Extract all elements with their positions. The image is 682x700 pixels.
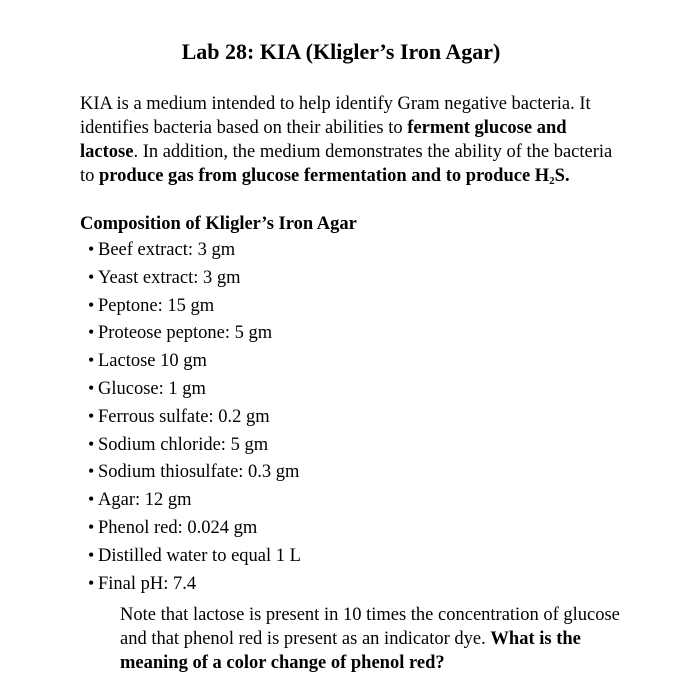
bullet-icon: • bbox=[88, 377, 95, 398]
ingredient-text: Agar: 12 gm bbox=[98, 490, 192, 511]
ingredient-text: Peptone: 15 gm bbox=[98, 295, 215, 316]
bullet-icon: • bbox=[88, 516, 95, 537]
intro-bold-ferment: ferment glucose and lactose bbox=[80, 118, 567, 162]
ingredient-text: Yeast extract: 3 gm bbox=[98, 267, 241, 288]
list-item bbox=[88, 458, 301, 486]
intro-bold-gas bbox=[99, 166, 570, 186]
list-item bbox=[88, 403, 301, 431]
intro-bold-gas-end: S. bbox=[554, 166, 570, 186]
list-item bbox=[88, 264, 301, 292]
bullet-icon: • bbox=[88, 433, 95, 454]
list-item bbox=[88, 431, 301, 459]
list-item bbox=[88, 236, 301, 264]
ingredient-text: Sodium chloride: 5 gm bbox=[98, 434, 269, 455]
list-item bbox=[88, 375, 301, 403]
bullet-icon: • bbox=[88, 322, 95, 343]
list-item bbox=[88, 486, 301, 514]
ingredient-text: Distilled water to equal 1 L bbox=[98, 545, 301, 566]
bullet-icon: • bbox=[88, 294, 95, 315]
ingredient-text: Ferrous sulfate: 0.2 gm bbox=[98, 406, 270, 427]
intro-paragraph bbox=[80, 92, 620, 188]
intro-bold-gas-text: produce gas from glucose fermentation and to produce H bbox=[99, 166, 550, 186]
bullet-icon: • bbox=[88, 405, 95, 426]
bullet-icon: • bbox=[88, 350, 95, 371]
ingredient-text: Glucose: 1 gm bbox=[98, 378, 206, 399]
ingredient-list bbox=[88, 236, 301, 597]
list-item bbox=[88, 319, 301, 347]
intro-text-1: KIA is a medium intended to help identify Gram negative bacteria. It identifies bacteria based on their abilities to bbox=[80, 94, 591, 138]
list-item bbox=[88, 347, 301, 375]
ingredient-text: Beef extract: 3 gm bbox=[98, 240, 236, 260]
bullet-icon: • bbox=[88, 544, 95, 565]
bullet-icon: • bbox=[88, 572, 95, 593]
note-question: What is the meaning of a color change of phenol red? bbox=[120, 629, 581, 673]
ingredient-text: Phenol red: 0.024 gm bbox=[98, 517, 258, 538]
list-item bbox=[88, 514, 301, 542]
note-paragraph bbox=[120, 603, 620, 675]
ingredient-text: Proteose peptone: 5 gm bbox=[98, 323, 273, 344]
page-title: Lab 28: KIA (Kligler’s Iron Agar) bbox=[181, 39, 501, 64]
h2s-subscript: 2 bbox=[549, 175, 555, 187]
bullet-icon: • bbox=[88, 239, 95, 259]
list-item bbox=[88, 542, 301, 570]
composition-heading: Composition of Kligler’s Iron Agar bbox=[80, 214, 357, 234]
bullet-icon: • bbox=[88, 489, 95, 510]
ingredient-text: Sodium thiosulfate: 0.3 gm bbox=[98, 462, 300, 483]
ingredient-text: Final pH: 7.4 bbox=[98, 573, 197, 594]
note-text: Note that lactose is present in 10 times the concentration of glucose and that phenol red is present as an indicator dye. bbox=[120, 605, 620, 649]
ingredient-text: Lactose 10 gm bbox=[98, 351, 207, 372]
list-item bbox=[88, 292, 301, 320]
intro-text-2: . In addition, the medium demonstrates the ability of the bacteria to bbox=[80, 142, 613, 186]
bullet-icon: • bbox=[88, 461, 95, 482]
list-item bbox=[88, 570, 301, 598]
bullet-icon: • bbox=[88, 266, 95, 287]
